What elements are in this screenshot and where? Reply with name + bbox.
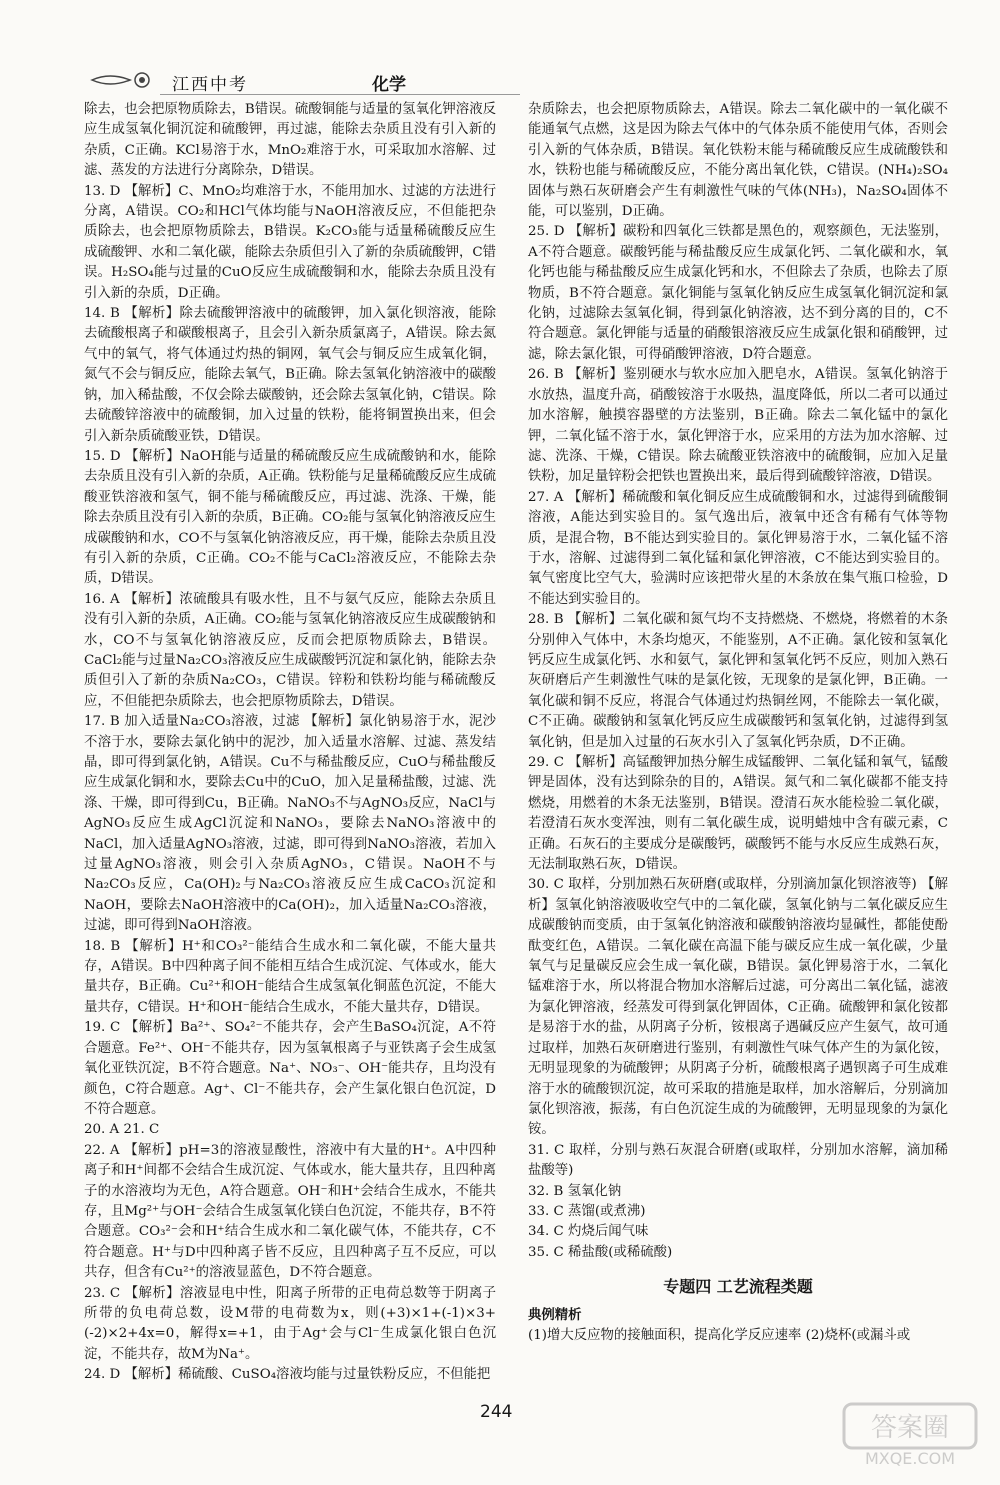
answer-paragraph: 除去，也会把原物质除去，B错误。硫酸铜能与适量的氢氧化钾溶液反应生成氢氧化铜沉淀和硫酸钾，再过滤，能除去杂质且没有引入新的杂质，C正确。KCl易溶于水，MnO₂难溶于水，可采取加水溶解、过滤、蒸发的方法进行分离除杂，D错误。: [84, 102, 496, 179]
answer-paragraph: 29. C 【解析】高锰酸钾加热分解生成锰酸钾、二氧化锰和氧气，锰酸钾是固体，没有达到除杂的目的，A错误。氮气和二氧化碳都不能支持燃烧，用燃着的木条无法鉴别，B错误。澄清石灰水能检验二氧化碳，若澄清石灰水变浑浊，则有二氧化碳生成，说明蜡烛中含有碳元素，C正确。石灰石的主要成分是碳酸钙，碳酸钙不能与水反应生成熟石灰，无法制取熟石灰，D错误。: [528, 755, 948, 873]
answer-paragraph: 23. C 【解析】溶液显电中性，阳离子所带的正电荷总数等于阴离子所带的负电荷总数，设M带的电荷数为x，则(+3)×1+(-1)×3+(-2)×2+4x=0，解得x=+1，由于Ag⁺会与Cl⁻生成氯化银白色沉淀，不能共存，故M为Na⁺。: [84, 1285, 496, 1362]
answer-paragraph: 26. B 【解析】鉴别硬水与软水应加入肥皂水，A错误。氢氧化钠溶于水放热，温度升高，硝酸铵溶于水吸热，温度降低，所以二者可以通过加水溶解，触摸容器壁的方法鉴别，B正确。除去二氧化锰中的氯化钾，二氧化锰不溶于水，氯化钾溶于水，应采用的方法为加水溶解、过滤、洗涤、干燥，C错误。除去硫酸亚铁溶液中的硫酸铜，应加入足量铁粉，加足量锌粉会把铁也置换出来，最后得到硫酸锌溶液，D错误。: [528, 367, 948, 485]
book-logo-icon: [90, 70, 160, 90]
answer-paragraph: 33. C 蒸馏(或煮沸): [528, 1203, 646, 1219]
answer-paragraph: 22. A 【解析】pH=3的溶液显酸性，溶液中有大量的H⁺。A中四种离子和H⁺间都不会结合生成沉淀、气体或水，能大量共存，且四种离子的水溶液均为无色，A符合题意。OH⁻和H⁺会结合生成水，不能共存，且Mg²⁺与OH⁻会结合生成氢氧化镁白色沉淀，不能共存，B不符合题意。CO₃²⁻会和H⁺结合生成水和二氧化碳气体，不能共存，C不符合题意。H⁺与D中四种离子皆不反应，且四种离子互不反应，可以共存，但含有Cu²⁺的溶液显蓝色，D不符合题意。: [84, 1142, 496, 1281]
series-title: 江西中考: [172, 75, 248, 95]
answer-paragraph: 16. A 【解析】浓硫酸具有吸水性，且不与氨气反应，能除去杂质且没有引入新的杂质，A正确。CO₂能与氢氧化钠溶液反应生成碳酸钠和水，CO不与氢氧化钠溶液反应，反而会把原物质除去，B错误。CaCl₂能与过量Na₂CO₃溶液反应生成碳酸钙沉淀和氯化钠，能除去杂质但引入了新的杂质Na₂CO₃，C错误。锌粉和铁粉均能与稀硫酸反应，不但能把杂质除去，也会把原物质除去，D错误。: [84, 591, 496, 709]
answer-paragraph: 34. C 灼烧后闻气味: [528, 1224, 649, 1240]
subsection-title: 典例精析: [528, 1307, 582, 1323]
answer-paragraph: 30. C 取样，分别加熟石灰研磨(或取样，分别滴加氯化钡溶液等) 【解析】氢氧化钠溶液吸收空气中的二氧化碳，氢氧化钠与二氧化碳反应生成碳酸钠而变质，由于氢氧化钠溶液和碳酸钠溶液均显碱性，都能使酚酞变红色，A错误。二氧化碳在高温下能与碳反应生成一氧化碳，少量氧气与足量碳反应会生成一氧化碳，B错误。氯化钾易溶于水，二氧化锰难溶于水，所以将混合物加水溶解后过滤，可分离出二氧化锰，滤液为氯化钾溶液，经蒸发可得到氯化钾固体，C正确。硫酸钾和氯化铵都是易溶于水的盐，从阴离子分析，铵根离子遇碱反应产生氨气，故可通过取样，加熟石灰研磨进行鉴别，有刺激性气味气体产生的为氯化铵，无明显现象的为硫酸钾；从阴离子分析，硫酸根离子遇钡离子可生成难溶于水的硫酸钡沉淀，故可采取的措施是取样，加水溶解后，分别滴加氯化钡溶液，振荡，有白色沉淀生成的为硫酸钾，无明显现象的为氯化铵。: [528, 877, 948, 1138]
answer-paragraph: 24. D 【解析】稀硫酸、CuSO₄溶液均能与过量铁粉反应，不但能把: [84, 1367, 491, 1383]
left-column: [84, 100, 496, 1386]
answer-paragraph: 17. B 加入适量Na₂CO₃溶液，过滤 【解析】氯化钠易溶于水，泥沙不溶于水，要除去氯化钠中的泥沙，加入适量水溶解、过滤、蒸发结晶，即可得到氯化钠，A错误。Cu不与稀盐酸反应，CuO与稀盐酸反应生成氯化铜和水，要除去Cu中的CuO，加入足量稀盐酸，过滤、洗涤、干燥，即可得到Cu，B正确。NaNO₃不与AgNO₃反应，NaCl与AgNO₃反应生成AgCl沉淀和NaNO₃，要除去NaNO₃溶液中的NaCl，加入适量AgNO₃溶液，过滤，即可得到NaNO₃溶液，若加入过量AgNO₃溶液，则会引入杂质AgNO₃，C错误。NaOH不与Na₂CO₃反应，Ca(OH)₂与Na₂CO₃溶液反应生成CaCO₃沉淀和NaOH，要除去NaOH溶液中的Ca(OH)₂，加入适量Na₂CO₃溶液，过滤，即可得到NaOH溶液。: [84, 714, 496, 934]
page-number: 244: [480, 1402, 513, 1422]
answer-paragraph: 15. D 【解析】NaOH能与适量的稀硫酸反应生成硫酸钠和水，能除去杂质且没有引入新的杂质，A正确。铁粉能与足量稀硫酸反应生成硫酸亚铁溶液和氢气，铜不能与稀硫酸反应，再过滤、洗涤、干燥，能除去杂质且没有引入新的杂质，B正确。CO₂能与氢氧化钠溶液反应生成碳酸钠和水，CO不与氢氧化钠溶液反应，再干燥，能除去杂质且没有引入新的杂质，C正确。CO₂不能与CaCl₂溶液反应，不能除去杂质，D错误。: [84, 448, 496, 587]
answer-paragraph: 19. C 【解析】Ba²⁺、SO₄²⁻不能共存，会产生BaSO₄沉淀，A不符合题意。Fe²⁺、OH⁻不能共存，因为氢氧根离子与亚铁离子会生成氢氧化亚铁沉淀，B不符合题意。Na⁺、NO₃⁻、OH⁻能共存，且均没有颜色，C符合题意。Ag⁺、Cl⁻不能共存，会产生氯化银白色沉淀，D不符合题意。: [84, 1020, 496, 1117]
page-header: [90, 66, 510, 96]
right-column: [528, 100, 948, 1346]
subject-title: 化学: [372, 75, 406, 95]
section-title: 专题四 工艺流程类题: [663, 1277, 813, 1297]
answer-paragraph: 14. B 【解析】除去硫酸钾溶液中的硫酸钾，加入氯化钡溶液，能除去硫酸根离子和碳酸根离子，且会引入新杂质氯离子，A错误。除去氮气中的氧气，将气体通过灼热的铜网，氧气会与铜反应生成氧化铜，氮气不会与铜反应，能除去氧气，B正确。除去氢氧化钠溶液中的碳酸钠，加入稀盐酸，不仅会除去碳酸钠，还会除去氢氧化钠，C错误。除去硫酸锌溶液中的硫酸铜，加入过量的铁粉，能将铜置换出来，但会引入新杂质硫酸亚铁，D错误。: [84, 306, 496, 444]
answer-paragraph: 28. B 【解析】二氧化碳和氮气均不支持燃烧、不燃烧，将燃着的木条分别伸入气体中，木条均熄灭，不能鉴别，A不正确。氯化铵和氢氧化钙反应生成氯化钙、水和氨气，氯化钾和氢氧化钙不反应，则加入熟石灰研磨后产生刺激性气味的是氯化铵，无现象的是氯化钾，B正确。一氧化碳和铜不反应，将混合气体通过灼热铜丝网，不能除去一氧化碳，C不正确。碳酸钠和氢氧化钙反应生成碳酸钙和氢氧化钠，过滤得到氢氧化钠，但是加入过量的石灰水引入了氢氧化钙杂质，D不正确。: [528, 612, 948, 750]
answer-paragraph: 20. A 21. C: [84, 1122, 160, 1138]
answer-paragraph: 31. C 取样，分别与熟石灰混合研磨(或取样，分别加水溶解，滴加稀盐酸等): [528, 1142, 948, 1179]
answer-paragraph: 13. D 【解析】C、MnO₂均难溶于水，不能用加水、过滤的方法进行分离，A错误。CO₂和HCl气体均能与NaOH溶液反应，不但能把杂质除去，也会把原物质除去，B错误。K₂CO₃能与适量稀硫酸反应生成硫酸钾、水和二氧化碳，能除去杂质但引入了新的杂质硫酸钾，C错误。H₂SO₄能与过量的CuO反应生成硫酸铜和水，能除去杂质且没有引入新的杂质，D正确。: [84, 183, 496, 301]
answer-paragraph: 32. B 氢氧化钠: [528, 1183, 622, 1199]
answer-paragraph: 35. C 稀盐酸(或稀硫酸): [528, 1244, 673, 1260]
answer-paragraph: 27. A 【解析】稀硫酸和氧化铜反应生成硫酸铜和水，过滤得到硫酸铜溶液，A能达到实验目的。氢气逸出后，液氧中还含有稀有气体等物质，是混合物，B不能达到实验目的。氯化钾易溶于水，二氧化锰不溶于水，溶解、过滤得到二氧化锰和氯化钾溶液，C不能达到实验目的。氧气密度比空气大，验满时应该把带火星的木条放在集气瓶口检验，D不能达到实验目的。: [528, 489, 948, 607]
watermark-logo: [840, 1400, 980, 1470]
subsection-text: (1)增大反应物的接触面积，提高化学反应速率 (2)烧杯(或漏斗或: [528, 1327, 911, 1343]
header-rule: [160, 94, 520, 95]
answer-paragraph: 18. B 【解析】H⁺和CO₃²⁻能结合生成水和二氧化碳，不能大量共存，A错误。B中四种离子间不能相互结合生成沉淀、气体或水，能大量共存，B正确。Cu²⁺和OH⁻能结合生成氢氧化铜蓝色沉淀，不能大量共存，C错误。H⁺和OH⁻能结合生成水，不能大量共存，D错误。: [84, 938, 496, 1015]
answer-paragraph: 25. D 【解析】碳粉和四氧化三铁都是黑色的，观察颜色，无法鉴别，A不符合题意。碳酸钙能与稀盐酸反应生成氯化钙、二氧化碳和水，氧化钙也能与稀盐酸反应生成氯化钙和水，不但除去了杂质，也除去了原物质，B不符合题意。氯化铜能与氢氧化钠反应生成氢氧化铜沉淀和氯化钠，过滤除去氢氧化铜，得到氯化钠溶液，达不到分离的目的，C不符合题意。氯化钾能与适量的硝酸银溶液反应生成氯化银和硝酸钾，过滤，除去氯化银，可得硝酸钾溶液，D符合题意。: [528, 224, 948, 362]
svg-text:答案圈: 答案圈: [870, 1413, 950, 1443]
svg-text:MXQE.COM: MXQE.COM: [864, 1449, 956, 1468]
answer-paragraph: 杂质除去，也会把原物质除去，A错误。除去二氧化碳中的一氧化碳不能通氧气点燃，这是因为除去气体中的气体杂质不能使用气体，否则会引入新的气体杂质，B错误。氧化铁粉末能与稀硫酸反应生成硫酸铁和水，铁粉也能与稀硫酸反应，不能分离出氧化铁，C错误。(NH₄)₂SO₄固体与熟石灰研磨会产生有刺激性气味的气体(NH₃)，Na₂SO₄固体不能，可以鉴别，D正确。: [528, 102, 948, 220]
